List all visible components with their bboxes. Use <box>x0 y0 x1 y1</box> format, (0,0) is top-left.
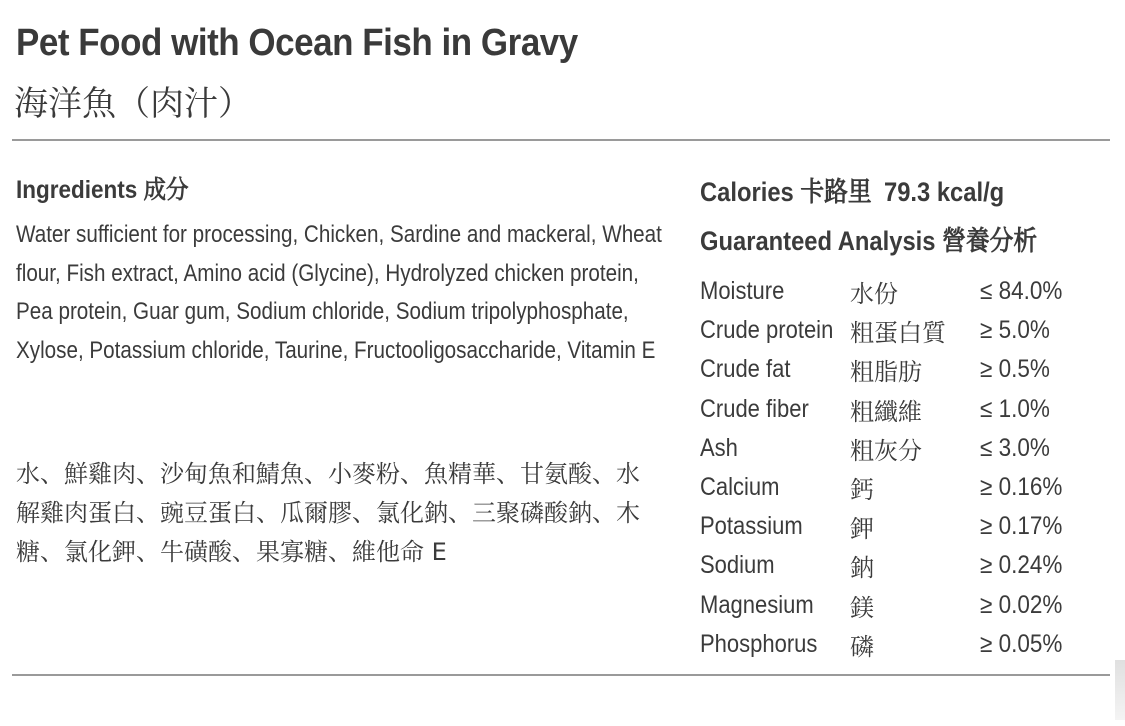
nutrient-value: ≤ 3.0% <box>980 433 1050 462</box>
nutrient-row <box>700 546 1110 585</box>
calories-value: 79.3 kcal/g <box>883 177 1005 207</box>
nutrient-row <box>700 390 1110 429</box>
nutrient-value: ≥ 0.17% <box>980 512 1063 541</box>
ingredients-section <box>16 170 676 566</box>
nutrient-row <box>700 468 1110 507</box>
nutrient-name-en: Potassium <box>700 512 803 541</box>
nutrient-name-zh: 磷 <box>850 632 874 661</box>
nutrient-row <box>700 507 1110 546</box>
nutrient-name-zh: 粗灰分 <box>850 436 922 465</box>
page-title: Pet Food with Ocean Fish in Gravy <box>16 22 578 64</box>
nutrient-name-en: Calcium <box>700 473 780 502</box>
nutrient-row <box>700 311 1110 350</box>
nutrient-name-zh: 水份 <box>850 280 898 309</box>
nutrient-row <box>700 350 1110 389</box>
nutrient-value: ≥ 0.02% <box>980 590 1063 619</box>
nutrient-name-en: Crude fiber <box>700 394 809 423</box>
nutrient-name-en: Ash <box>700 433 738 462</box>
nutrient-value: ≥ 0.24% <box>980 551 1063 580</box>
nutrient-name-zh: 鈣 <box>850 476 874 505</box>
guaranteed-analysis-heading: Guaranteed Analysis 營養分析 <box>700 226 1038 256</box>
calories-label: Calories 卡路里 <box>700 177 872 207</box>
nutrient-value: ≤ 84.0% <box>980 277 1063 306</box>
nutrient-name-zh: 鉀 <box>850 515 874 544</box>
calories-line <box>700 170 1061 209</box>
nutrient-value: ≤ 1.0% <box>980 394 1050 423</box>
bottom-divider <box>12 674 1110 676</box>
nutrient-name-en: Crude protein <box>700 316 834 345</box>
nutrient-value: ≥ 0.05% <box>980 629 1063 658</box>
nutrient-value: ≥ 5.0% <box>980 316 1050 345</box>
nutrient-name-en: Crude fat <box>700 355 791 384</box>
nutrient-name-zh: 鎂 <box>850 593 874 622</box>
analysis-section <box>700 170 1110 664</box>
nutrient-name-en: Magnesium <box>700 590 814 619</box>
nutrient-name-en: Phosphorus <box>700 629 818 658</box>
nutrient-row <box>700 625 1110 664</box>
nutrient-row <box>700 272 1110 311</box>
top-divider <box>12 139 1110 141</box>
nutrient-name-en: Moisture <box>700 277 785 306</box>
analysis-table <box>700 272 1110 664</box>
nutrient-name-zh: 粗蛋白質 <box>850 319 946 348</box>
page-title-chinese: 海洋魚（肉汁） <box>14 84 252 124</box>
ingredients-text-en: Water sufficient for processing, Chicken, Sardine and mackeral, Wheat flour, Fish extract, Amino acid (Glycine), Hydrolyzed chicken protein, Pea protein, Guar gum, Sodium chloride, Sodium tripolyphosphate, Xylose, Potassium chloride, Taurine, Fructooligosaccharide, Vitamin E <box>16 221 662 364</box>
nutrient-row <box>700 429 1110 468</box>
nutrient-name-en: Sodium <box>700 551 775 580</box>
nutrient-name-zh: 鈉 <box>850 554 874 583</box>
edge-shadow-decoration <box>1115 660 1125 720</box>
nutrient-value: ≥ 0.16% <box>980 473 1063 502</box>
ingredients-heading: Ingredients 成分 <box>16 176 189 204</box>
nutrient-row <box>700 586 1110 625</box>
nutrient-value: ≥ 0.5% <box>980 355 1050 384</box>
nutrient-name-zh: 粗纖維 <box>850 397 922 426</box>
nutrient-name-zh: 粗脂肪 <box>850 358 922 387</box>
ingredients-text-zh: 水、鮮雞肉、沙甸魚和鯖魚、小麥粉、魚精華、甘氨酸、水解雞肉蛋白、豌豆蛋白、瓜爾膠、氯化鈉、三聚磷酸鈉、木糖、氯化鉀、牛磺酸、果寡糖、維他命 E <box>16 460 640 566</box>
